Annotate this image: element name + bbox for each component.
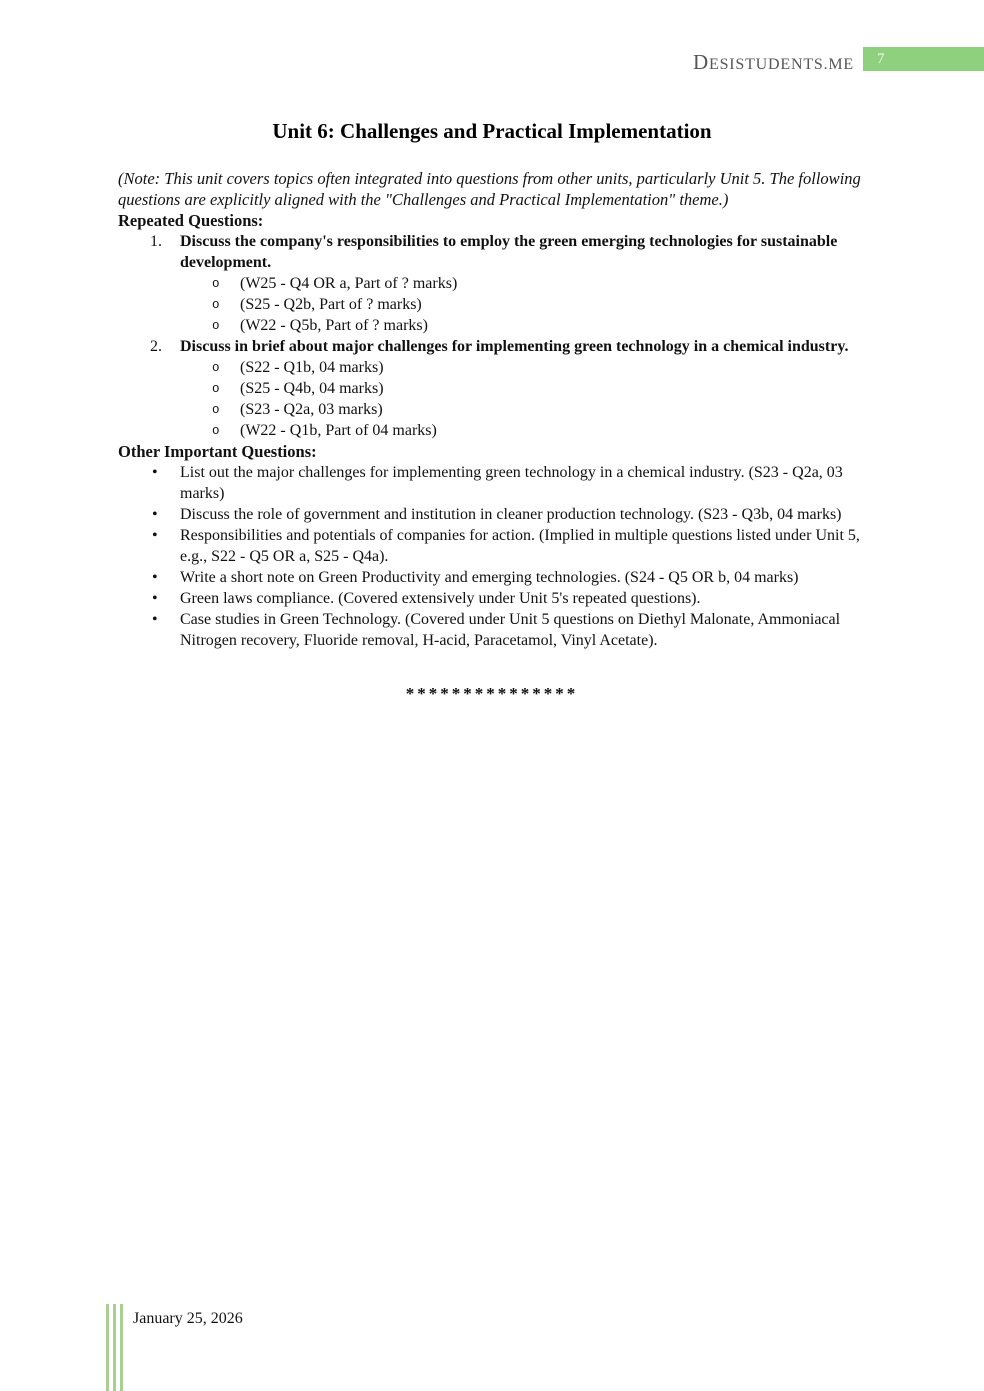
section-heading-other-questions: Other Important Questions: xyxy=(118,442,317,461)
item-text: Discuss in brief about major challenges for implementing green technology in a chemical industry. xyxy=(180,338,849,355)
green-stripe xyxy=(106,1304,109,1391)
footer-date: January 25, 2026 xyxy=(133,1310,243,1327)
question-occurrence: o (S25 - Q2b, Part of ? marks) xyxy=(118,294,866,315)
item-text: Discuss the company's responsibilities to employ the green emerging technologies for sustainable development. xyxy=(180,233,838,271)
question-occurrence: o (S23 - Q2a, 03 marks) xyxy=(118,399,866,420)
item-number: 1. xyxy=(150,233,162,250)
site-name: DESISTUDENTS.ME xyxy=(693,50,854,74)
bullet-item: • Green laws compliance. (Covered extensively under Unit 5's repeated questions). xyxy=(118,588,866,609)
asterisk-separator: *************** xyxy=(405,684,579,703)
question-occurrence: o (W22 - Q5b, Part of ? marks) xyxy=(118,315,866,336)
page-number-badge xyxy=(863,47,984,71)
item-number: 2. xyxy=(150,338,162,355)
question-occurrence: o (S25 - Q4b, 04 marks) xyxy=(118,378,866,399)
page-number: 7 xyxy=(877,51,885,67)
question-occurrence: o (W25 - Q4 OR a, Part of ? marks) xyxy=(118,273,866,294)
bullet-item: • Responsibilities and potentials of companies for action. (Implied in multiple questions listed under Unit 5, e.g., S22 - Q5 OR a, S25 - Q4a). xyxy=(118,525,866,567)
question-occurrence: o (S22 - Q1b, 04 marks) xyxy=(118,357,866,378)
note-paragraph: (Note: This unit covers topics often integrated into questions from other units, particularly Unit 5. The following questions are explicitly aligned with the "Challenges and Practical Implementation" theme.) xyxy=(118,169,861,209)
bullet-item: • Write a short note on Green Productivity and emerging technologies. (S24 - Q5 OR b, 04 marks) xyxy=(118,567,866,588)
footer-accent-stripes xyxy=(106,1304,127,1391)
bullet-item: • Discuss the role of government and institution in cleaner production technology. (S23 - Q3b, 04 marks) xyxy=(118,504,866,525)
green-stripe xyxy=(113,1304,116,1391)
bullet-item: • Case studies in Green Technology. (Covered under Unit 5 questions on Diethyl Malonate, Ammoniacal Nitrogen recovery, Fluoride removal, H-acid, Paracetamol, Vinyl Acetate). xyxy=(118,609,866,651)
green-stripe xyxy=(120,1304,123,1391)
question-occurrence: o (W22 - Q1b, Part of 04 marks) xyxy=(118,420,866,441)
doc-title: Unit 6: Challenges and Practical Implementation xyxy=(272,119,712,143)
section-heading-repeated-questions: Repeated Questions: xyxy=(118,211,264,230)
numbered-item-2 xyxy=(118,336,866,357)
numbered-item-1 xyxy=(118,231,866,273)
bullet-item: • List out the major challenges for implementing green technology in a chemical industry. (S23 - Q2a, 03 marks) xyxy=(118,462,866,504)
document-body xyxy=(0,117,984,704)
